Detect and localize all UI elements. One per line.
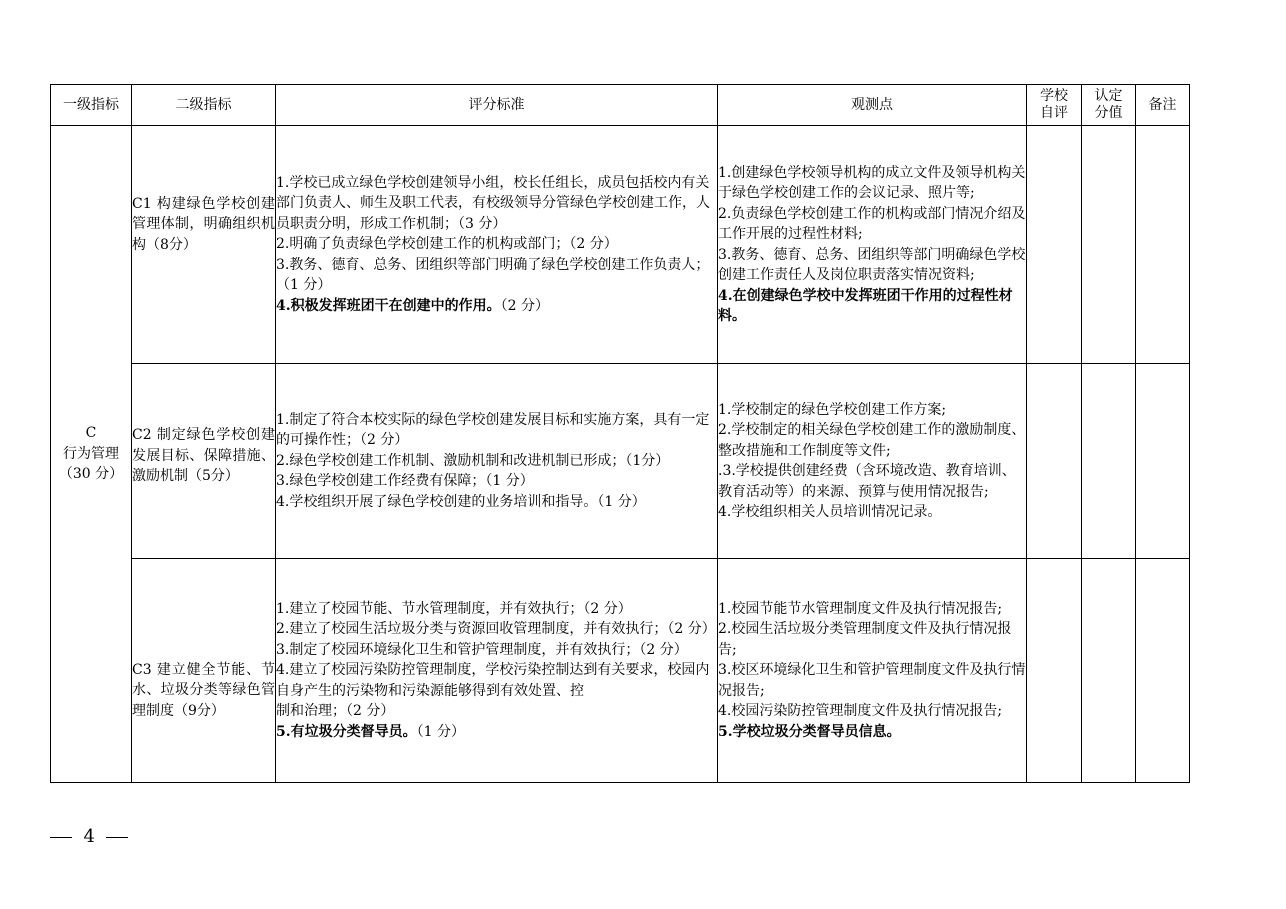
observation-item: 1.学校制定的绿色学校创建工作方案; <box>718 401 947 418</box>
header-confirmed-score <box>1082 85 1136 126</box>
criteria-item: 4.建立了校园污染防控管理制度，学校污染控制达到有关要求，校园内自身产生的污染物和污染源能够得到有效处置、控 <box>276 662 710 699</box>
confirmed-score-cell-c2[interactable] <box>1082 364 1136 559</box>
level1-score: （30 分） <box>58 466 124 483</box>
level1-title: 行为管理 <box>63 445 119 462</box>
remark-cell-c3[interactable] <box>1136 559 1190 783</box>
criteria-item: 3.教务、德育、总务、团组织等部门明确了绿色学校创建工作负责人；（1 分） <box>276 256 710 294</box>
observation-item: 1.创建绿色学校领导机构的成立文件及领导机构关于绿色学校创建工作的会议记录、照片等; <box>718 164 1026 201</box>
observation-cell-c2 <box>718 364 1027 559</box>
header-level2: 二级指标 <box>132 85 276 126</box>
observation-item: 2.校园生活垃圾分类管理制度文件及执行情况报告; <box>718 621 1012 658</box>
header-self-eval-line2: 自评 <box>1040 105 1068 121</box>
level1-code: C <box>85 425 97 442</box>
criteria-item: 制和治理；（2 分） <box>276 703 395 720</box>
criteria-bold-text: 4.积极发挥班团干在创建中的作用。 <box>276 297 501 314</box>
criteria-item: 4.学校组织开展了绿色学校创建的业务培训和指导。（1 分） <box>276 493 646 510</box>
observation-item: 3.校区环境绿化卫生和管护管理制度文件及执行情况报告; <box>718 662 1026 699</box>
evaluation-table <box>50 84 1190 783</box>
observation-item-bold: 5.学校垃圾分类督导员信息。 <box>718 723 901 740</box>
page-number: 4 <box>83 826 95 847</box>
criteria-bold-text: 5.有垃圾分类督导员。 <box>276 723 417 740</box>
footer-dash-left <box>50 837 72 838</box>
criteria-item: 2.明确了负责绿色学校创建工作的机构或部门；（2 分） <box>276 236 618 253</box>
header-level1: 一级指标 <box>51 85 132 126</box>
header-row <box>51 85 1190 126</box>
criteria-bold-score: （1 分） <box>416 723 465 740</box>
criteria-cell-c3 <box>276 559 718 783</box>
table-row <box>51 364 1190 559</box>
observation-item: 3.教务、德育、总务、团组织等部门明确绿色学校创建工作责任人及岗位职责落实情况资料; <box>718 246 1026 283</box>
header-remark: 备注 <box>1136 85 1190 126</box>
criteria-item-bold <box>276 296 717 317</box>
header-criteria: 评分标准 <box>276 85 718 126</box>
observation-item: 4.校园污染防控管理制度文件及执行情况报告; <box>718 703 1003 720</box>
remark-cell-c1[interactable] <box>1136 126 1190 364</box>
table-row <box>51 126 1190 364</box>
criteria-item: 1.学校已成立绿色学校创建领导小组，校长任组长，成员包括校内有关部门负责人、师生及职工代表，有校级领导分管绿色学校创建工作，人员职责分明，形成工作机制；（3 分） <box>276 174 710 232</box>
self-eval-cell-c1[interactable] <box>1027 126 1082 364</box>
criteria-bold-score: （2 分） <box>500 297 549 314</box>
criteria-item: 2.绿色学校创建工作机制、激励机制和改进机制已形成；（1分） <box>276 452 670 469</box>
criteria-cell-c2 <box>276 364 718 559</box>
level2-cell-c3: C3 建立健全节能、节水、垃圾分类等绿色管理制度（9分） <box>132 559 276 783</box>
header-observation: 观测点 <box>718 85 1027 126</box>
criteria-item: 3.绿色学校创建工作经费有保障；（1 分） <box>276 473 534 490</box>
criteria-item-bold <box>276 722 717 743</box>
criteria-item: 1.制定了符合本校实际的绿色学校创建发展目标和实施方案，具有一定的可操作性；（2 分） <box>276 411 710 449</box>
criteria-item: 3.制定了校园环境绿化卫生和管护管理制度，并有效执行；（2 分） <box>276 641 688 658</box>
remark-cell-c2[interactable] <box>1136 364 1190 559</box>
header-confirmed-line1: 认定 <box>1094 88 1123 104</box>
self-eval-cell-c2[interactable] <box>1027 364 1082 559</box>
header-confirmed-line2: 分值 <box>1094 105 1123 121</box>
observation-item: 2.学校制定的相关绿色学校创建工作的激励制度、整改措施和工作制度等文件; <box>718 422 1026 459</box>
self-eval-cell-c3[interactable] <box>1027 559 1082 783</box>
header-self-eval <box>1027 85 1082 126</box>
table-row <box>51 559 1190 783</box>
observation-item: 1.校园节能节水管理制度文件及执行情况报告; <box>718 600 1003 617</box>
observation-cell-c1 <box>718 126 1027 364</box>
page-footer <box>50 826 128 847</box>
criteria-item: 2.建立了校园生活垃圾分类与资源回收管理制度，并有效执行；（2 分） <box>276 621 716 638</box>
level1-cell <box>51 126 132 783</box>
criteria-item: 1.建立了校园节能、节水管理制度，并有效执行；（2 分） <box>276 600 632 617</box>
observation-cell-c3 <box>718 559 1027 783</box>
header-self-eval-line1: 学校 <box>1040 88 1068 104</box>
observation-item: .3.学校提供创建经费（含环境改造、教育培训、教育活动等）的来源、预算与使用情况报告; <box>718 463 1016 500</box>
level2-cell-c2: C2 制定绿色学校创建发展目标、保障措施、激励机制（5分） <box>132 364 276 559</box>
criteria-cell-c1 <box>276 126 718 364</box>
footer-dash-right <box>106 837 128 838</box>
observation-item: 2.负责绿色学校创建工作的机构或部门情况介绍及工作开展的过程性材料; <box>718 205 1026 242</box>
confirmed-score-cell-c1[interactable] <box>1082 126 1136 364</box>
observation-item: 4.学校组织相关人员培训情况记录。 <box>718 504 942 520</box>
confirmed-score-cell-c3[interactable] <box>1082 559 1136 783</box>
level2-cell-c1: C1 构建绿色学校创建管理体制，明确组织机构（8分） <box>132 126 276 364</box>
observation-item-bold: 4.在创建绿色学校中发挥班团干作用的过程性材料。 <box>718 287 1013 324</box>
